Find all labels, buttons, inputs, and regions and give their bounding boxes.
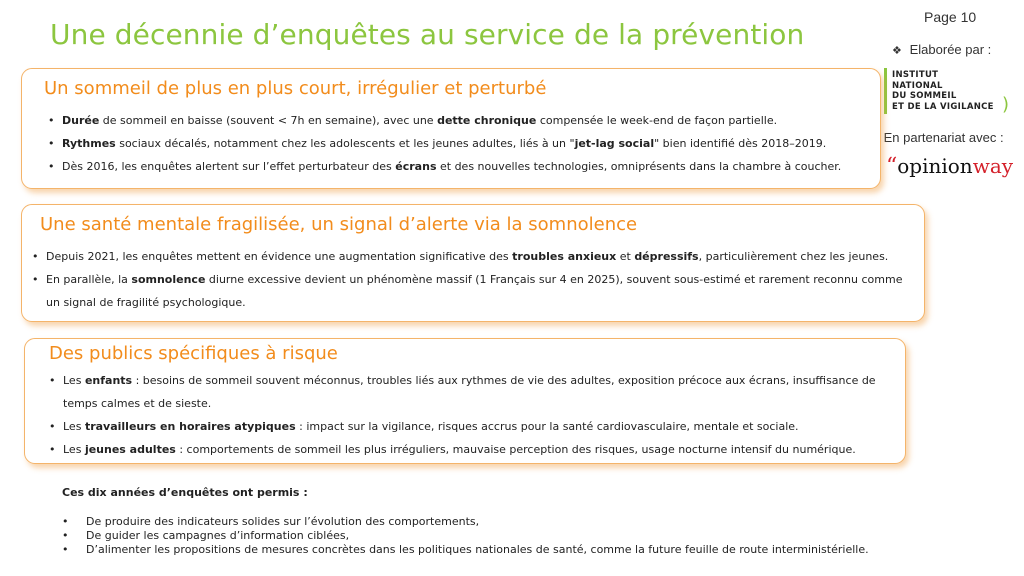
insv-line-2: NATIONAL xyxy=(892,80,943,91)
text-run: et des nouvelles technologies, omniprésents dans la chambre à coucher. xyxy=(436,160,842,173)
bold-text: Rythmes xyxy=(62,137,116,150)
text-run: , particulièrement chez les jeunes. xyxy=(698,250,889,263)
insv-line-1: INSTITUT xyxy=(892,70,939,80)
bold-text: jet-lag social xyxy=(574,137,655,150)
page-title: Une décennie d’enquêtes au service de la prévention xyxy=(50,18,805,51)
insv-logo-bar xyxy=(884,68,887,114)
bold-text: dette chronique xyxy=(437,114,537,127)
insv-logo-text xyxy=(892,70,994,112)
opinionway-part1: opinion xyxy=(897,154,973,178)
text-run: " bien identifié dès 2018–2019. xyxy=(654,137,827,150)
elaboree-label: Elaborée par : xyxy=(909,42,992,57)
bold-text: troubles anxieux xyxy=(512,250,617,263)
section-title: Une santé mentale fragilisée, un signal d’alerte via la somnolence xyxy=(40,214,638,235)
bold-text: dépressifs xyxy=(634,250,699,263)
bullet-item xyxy=(49,369,899,415)
text-run: En parallèle, la xyxy=(46,273,132,286)
bold-text: Durée xyxy=(62,114,100,127)
opinionway-part2: way xyxy=(972,154,1014,178)
opinionway-logo xyxy=(886,154,1013,179)
insv-line-4: ET DE LA VIGILANCE xyxy=(892,101,994,112)
bullet-item xyxy=(48,109,878,132)
bullet-item xyxy=(32,245,916,268)
conclusion-item: • De produire des indicateurs solides sur l’évolution des comportements, xyxy=(62,515,869,529)
text-run: Dès 2016, les enquêtes alertent sur l’effet perturbateur des xyxy=(62,160,396,173)
opinionway-quote: “ xyxy=(886,154,898,179)
partenariat-label: En partenariat avec : xyxy=(883,130,1004,145)
text-run: sociaux décalés, notamment chez les adolescents et les jeunes adultes, liés à un " xyxy=(115,137,575,150)
text-run: Les xyxy=(63,443,85,456)
section-bullets xyxy=(48,109,878,178)
page-label: Page xyxy=(924,9,957,25)
section-title: Un sommeil de plus en plus court, irrégulier et perturbé xyxy=(44,78,547,99)
bold-text: enfants xyxy=(84,374,133,387)
diamond-bullet-icon: ❖ xyxy=(892,45,902,57)
section-card-sommeil xyxy=(21,68,881,189)
text-run: : besoins de sommeil souvent méconnus, troubles liés aux rythmes de vie des adultes, exposition précoce aux écrans, insuffisance de temps calmes et de sieste. xyxy=(63,374,876,410)
text-run: et xyxy=(616,250,635,263)
text-run: : impact sur la vigilance, risques accrus pour la santé cardiovasculaire, mentale et sociale. xyxy=(295,420,799,433)
text-run: Les xyxy=(63,374,85,387)
elaboree-par xyxy=(892,42,991,57)
bold-text: somnolence xyxy=(131,273,206,286)
section-title: Des publics spécifiques à risque xyxy=(49,343,338,364)
insv-logo-paren: ) xyxy=(1002,94,1010,115)
section-bullets xyxy=(49,369,899,461)
conclusion-item: • De guider les campagnes d’information ciblées, xyxy=(62,529,869,543)
page-number-value: 10 xyxy=(960,9,977,25)
text-run: : comportements de sommeil les plus irréguliers, mauvaise perception des risques, usage nocturne intensif du numérique. xyxy=(175,443,856,456)
section-card-publics xyxy=(24,338,906,464)
page-number xyxy=(924,9,976,25)
section-bullets xyxy=(32,245,916,314)
conclusion-list xyxy=(62,515,869,557)
bold-text: travailleurs en horaires atypiques xyxy=(84,420,296,433)
bullet-item xyxy=(32,268,916,314)
text-run: de sommeil en baisse (souvent < 7h en semaine), avec une xyxy=(99,114,438,127)
section-card-sante-mentale xyxy=(21,204,925,322)
conclusion-item: • D’alimenter les propositions de mesures concrètes dans les politiques nationales de santé, comme la future feuille de route interministérielle. xyxy=(62,543,869,557)
insv-line-3: DU SOMMEIL xyxy=(892,91,957,101)
bullet-item xyxy=(49,415,899,438)
conclusion-title: Ces dix années d’enquêtes ont permis : xyxy=(62,486,308,499)
text-run: compensée le week-end de façon partielle. xyxy=(536,114,778,127)
bullet-item xyxy=(48,132,878,155)
bold-text: écrans xyxy=(395,160,437,173)
text-run: Depuis 2021, les enquêtes mettent en évidence une augmentation significative des xyxy=(46,250,513,263)
bullet-item xyxy=(48,155,878,178)
bold-text: jeunes adultes xyxy=(84,443,176,456)
text-run: Les xyxy=(63,420,85,433)
partenariat-avec xyxy=(866,130,1004,145)
insv-logo xyxy=(884,68,1014,120)
bullet-item xyxy=(49,438,899,461)
text-run: diurne excessive devient un phénomène massif (1 Français sur 4 en 2025), souvent sous-estimé et rarement reconnu comme un signal de fragilité psychologique. xyxy=(46,273,903,309)
